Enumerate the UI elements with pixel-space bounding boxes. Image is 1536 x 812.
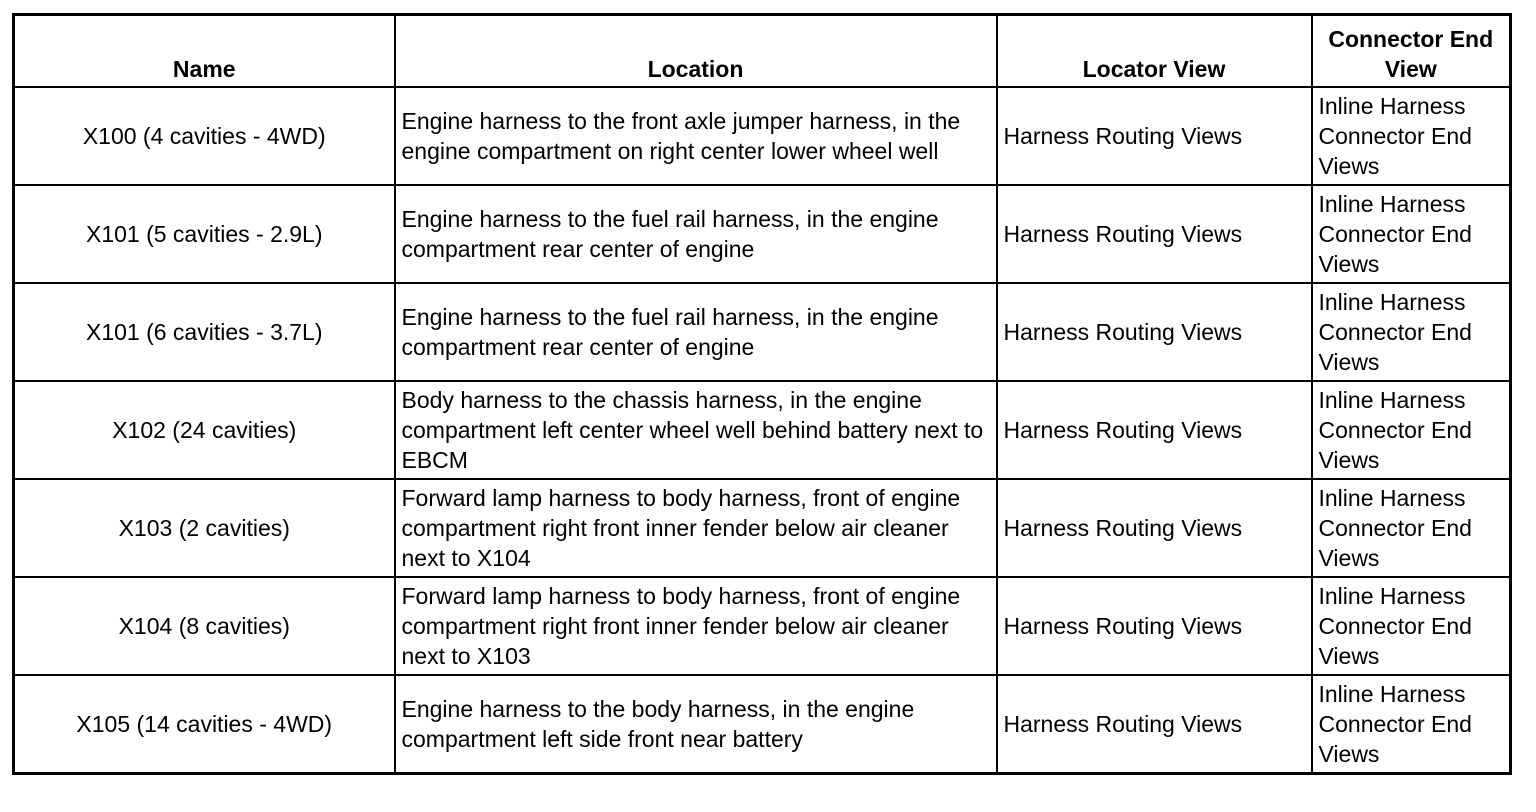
connector-end-view-link[interactable]: Inline Harness Connector End Views — [1312, 577, 1511, 675]
connector-name: X105 (14 cavities - 4WD) — [14, 675, 395, 774]
header-location: Location — [395, 15, 997, 88]
table-row — [14, 479, 1511, 577]
connector-end-view-link[interactable]: Inline Harness Connector End Views — [1312, 185, 1511, 283]
connector-name: X101 (6 cavities - 3.7L) — [14, 283, 395, 381]
connector-end-view-link[interactable]: Inline Harness Connector End Views — [1312, 381, 1511, 479]
connector-location: Engine harness to the front axle jumper harness, in the engine compartment on right center lower wheel well — [395, 87, 997, 185]
table-row — [14, 675, 1511, 774]
header-locator-view: Locator View — [997, 15, 1312, 88]
locator-view-link[interactable]: Harness Routing Views — [997, 577, 1312, 675]
connector-table — [12, 13, 1512, 775]
connector-name: X102 (24 cavities) — [14, 381, 395, 479]
locator-view-link[interactable]: Harness Routing Views — [997, 87, 1312, 185]
header-name: Name — [14, 15, 395, 88]
connector-location: Engine harness to the fuel rail harness, in the engine compartment rear center of engine — [395, 185, 997, 283]
connector-name: X104 (8 cavities) — [14, 577, 395, 675]
locator-view-link[interactable]: Harness Routing Views — [997, 479, 1312, 577]
header-connector-end-view: Connector End View — [1312, 15, 1511, 88]
connector-location: Body harness to the chassis harness, in the engine compartment left center wheel well behind battery next to EBCM — [395, 381, 997, 479]
connector-location: Engine harness to the fuel rail harness, in the engine compartment rear center of engine — [395, 283, 997, 381]
table-row — [14, 381, 1511, 479]
connector-name: X101 (5 cavities - 2.9L) — [14, 185, 395, 283]
header-row — [14, 15, 1511, 88]
table-row — [14, 185, 1511, 283]
connector-location: Forward lamp harness to body harness, front of engine compartment right front inner fender below air cleaner next to X104 — [395, 479, 997, 577]
locator-view-link[interactable]: Harness Routing Views — [997, 283, 1312, 381]
connector-location: Engine harness to the body harness, in the engine compartment left side front near battery — [395, 675, 997, 774]
table-row — [14, 87, 1511, 185]
locator-view-link[interactable]: Harness Routing Views — [997, 381, 1312, 479]
connector-name: X100 (4 cavities - 4WD) — [14, 87, 395, 185]
locator-view-link[interactable]: Harness Routing Views — [997, 185, 1312, 283]
connector-end-view-link[interactable]: Inline Harness Connector End Views — [1312, 283, 1511, 381]
connector-end-view-link[interactable]: Inline Harness Connector End Views — [1312, 479, 1511, 577]
table-row — [14, 283, 1511, 381]
connector-end-view-link[interactable]: Inline Harness Connector End Views — [1312, 675, 1511, 774]
connector-name: X103 (2 cavities) — [14, 479, 395, 577]
connector-end-view-link[interactable]: Inline Harness Connector End Views — [1312, 87, 1511, 185]
table-row — [14, 577, 1511, 675]
connector-location: Forward lamp harness to body harness, front of engine compartment right front inner fender below air cleaner next to X103 — [395, 577, 997, 675]
locator-view-link[interactable]: Harness Routing Views — [997, 675, 1312, 774]
